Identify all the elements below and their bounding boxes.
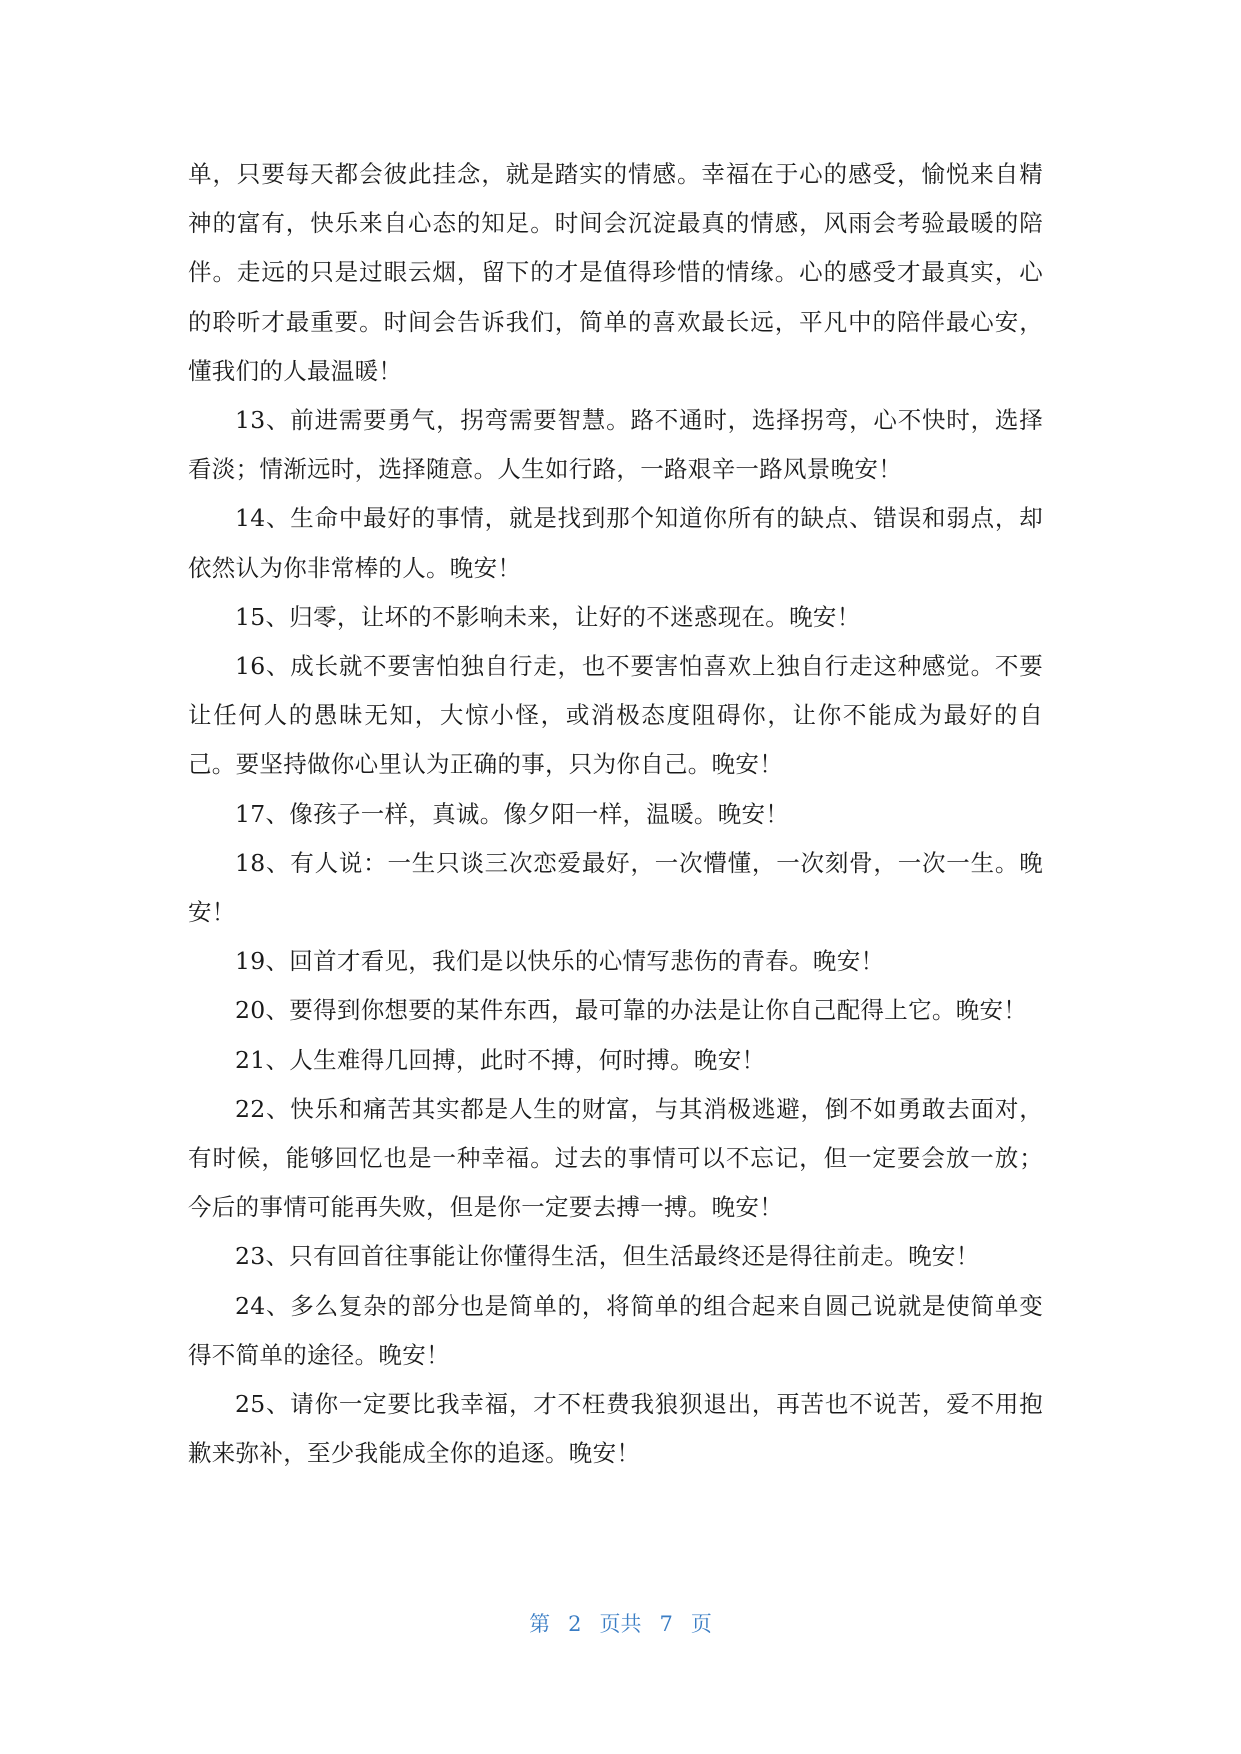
paragraph-13: 13、前进需要勇气，拐弯需要智慧。路不通时，选择拐弯，心不快时，选择看淡；情渐远时，选择随意。人生如行路，一路艰辛一路风景晚安！ [188, 406, 1043, 484]
document-body [188, 150, 1043, 1478]
paragraph-17: 17、像孩子一样，真诚。像夕阳一样，温暖。晚安！ [235, 799, 790, 828]
paragraph-19: 19、回首才看见，我们是以快乐的心情写悲伤的青春。晚安！ [235, 947, 885, 976]
paragraph-15: 15、归零，让坏的不影响未来，让好的不迷惑现在。晚安！ [235, 602, 861, 631]
paragraph-24: 24、多么复杂的部分也是简单的，将简单的组合起来自圆己说就是使简单变得不简单的途径。晚安！ [188, 1291, 1043, 1369]
footer-total-pages: 7 [659, 1612, 673, 1636]
paragraph-22: 22、快乐和痛苦其实都是人生的财富，与其消极逃避，倒不如勇敢去面对，有时候，能够回忆也是一种幸福。过去的事情可以不忘记，但一定要会放一放；今后的事情可能再失败，但是你一定要去搏一搏。晚安！ [188, 1094, 1043, 1222]
paragraph-14: 14、生命中最好的事情，就是找到那个知道你所有的缺点、错误和弱点，却依然认为你非常棒的人。晚安！ [188, 504, 1043, 582]
paragraph-21: 21、人生难得几回搏，此时不搏，何时搏。晚安！ [235, 1045, 766, 1074]
footer-suffix: 页 [690, 1612, 712, 1636]
paragraph-23: 23、只有回首往事能让你懂得生活，但生活最终还是得往前走。晚安！ [235, 1242, 980, 1271]
paragraph-20: 20、要得到你想要的某件东西，最可靠的办法是让你自己配得上它。晚安！ [235, 996, 1028, 1025]
page-footer [0, 1608, 1241, 1638]
paragraph-25: 25、请你一定要比我幸福，才不枉费我狼狈退出，再苦也不说苦，爱不用抱歉来弥补，至少我能成全你的追逐。晚安！ [188, 1390, 1043, 1468]
footer-page-number: 2 [568, 1612, 582, 1636]
paragraph-16: 16、成长就不要害怕独自行走，也不要害怕喜欢上独自行走这种感觉。不要让任何人的愚昧无知，大惊小怪，或消极态度阻碍你，让你不能成为最好的自己。要坚持做你心里认为正确的事，只为你自己。晚安！ [188, 652, 1043, 779]
paragraph-continued: 单，只要每天都会彼此挂念，就是踏实的情感。幸福在于心的感受，愉悦来自精神的富有，快乐来自心态的知足。时间会沉淀最真的情感，风雨会考验最暖的陪伴。走远的只是过眼云烟，留下的才是值得珍惜的情缘。心的感受才最真实，心的聆听才最重要。时间会告诉我们，简单的喜欢最长远，平凡中的陪伴最心安，懂我们的人最温暖！ [188, 160, 1043, 385]
footer-middle: 页共 [599, 1612, 642, 1636]
paragraph-18: 18、有人说：一生只谈三次恋爱最好，一次懵懂，一次刻骨，一次一生。晚安！ [188, 848, 1043, 927]
footer-prefix: 第 [529, 1612, 551, 1636]
